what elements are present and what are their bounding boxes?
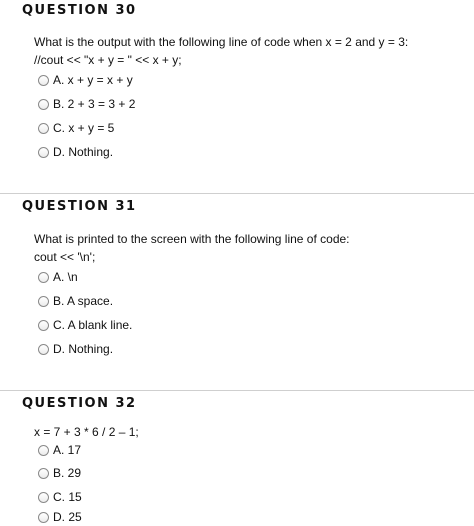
- option-label: B. 2 + 3 = 3 + 2: [53, 97, 136, 111]
- question-31-option-d[interactable]: [38, 340, 113, 358]
- question-32-option-d[interactable]: [38, 508, 82, 526]
- question-32-option-a[interactable]: [38, 441, 81, 459]
- option-label: D. Nothing.: [53, 342, 114, 356]
- radio-button-icon[interactable]: [38, 75, 49, 86]
- radio-button-icon[interactable]: [38, 147, 49, 158]
- question-31-option-c[interactable]: [38, 316, 132, 334]
- question-32-option-b[interactable]: [38, 464, 81, 482]
- question-30-text-line-2: //cout << "x + y = " << x + y;: [34, 53, 182, 67]
- question-32-header: QUESTION 32: [22, 396, 137, 411]
- radio-button-icon[interactable]: [38, 344, 49, 355]
- radio-button-icon[interactable]: [38, 296, 49, 307]
- option-label: D. 25: [53, 510, 82, 524]
- radio-button-icon[interactable]: [38, 492, 49, 503]
- question-31-header: QUESTION 31: [22, 199, 137, 214]
- question-divider: [0, 390, 474, 391]
- option-label: B. 29: [53, 466, 82, 480]
- option-label: C. A blank line.: [53, 318, 133, 332]
- radio-button-icon[interactable]: [38, 99, 49, 110]
- radio-button-icon[interactable]: [38, 320, 49, 331]
- question-31-text-line-1: What is printed to the screen with the following line of code:: [34, 232, 350, 246]
- option-label: C. 15: [53, 490, 82, 504]
- question-30-text-line-1: What is the output with the following line of code when x = 2 and y = 3:: [34, 35, 409, 49]
- question-31-text-line-2: cout << '\n';: [34, 250, 96, 264]
- question-31-option-a[interactable]: [38, 268, 78, 286]
- radio-button-icon[interactable]: [38, 512, 49, 523]
- question-divider: [0, 193, 474, 194]
- question-30-option-d[interactable]: [38, 143, 113, 161]
- radio-button-icon[interactable]: [38, 468, 49, 479]
- option-label: A. 17: [53, 443, 82, 457]
- question-30-option-a[interactable]: [38, 71, 133, 89]
- question-30-option-b[interactable]: [38, 95, 135, 113]
- option-label: A. \n: [53, 270, 78, 284]
- option-label: D. Nothing.: [53, 145, 114, 159]
- question-32-text-line-1: x = 7 + 3 * 6 / 2 – 1;: [34, 425, 139, 439]
- question-30-option-c[interactable]: [38, 119, 114, 137]
- question-30-header: QUESTION 30: [22, 3, 137, 18]
- option-label: B. A space.: [53, 294, 114, 308]
- question-31-option-b[interactable]: [38, 292, 113, 310]
- option-label: A. x + y = x + y: [53, 73, 133, 87]
- question-32-option-c[interactable]: [38, 488, 82, 506]
- option-label: C. x + y = 5: [53, 121, 115, 135]
- radio-button-icon[interactable]: [38, 123, 49, 134]
- radio-button-icon[interactable]: [38, 445, 49, 456]
- radio-button-icon[interactable]: [38, 272, 49, 283]
